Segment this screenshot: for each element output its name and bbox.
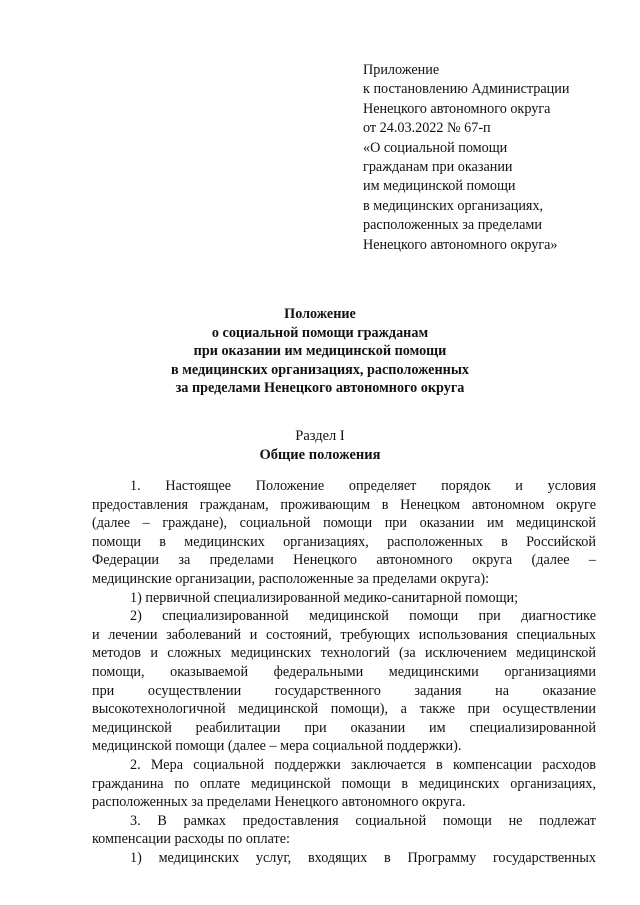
appendix-line: в медицинских организациях, — [363, 197, 544, 214]
paragraph-line: 1) первичной специализированной медико-санитарной помощи; — [130, 589, 519, 606]
paragraph-line: 2. Мера социальной поддержки заключается в компенсации расходов — [130, 756, 596, 773]
paragraph-line: компенсации расходы по оплате: — [92, 831, 290, 848]
title-line: Положение — [284, 306, 356, 322]
appendix-line: им медицинской помощи — [363, 178, 516, 195]
title-line: за пределами Ненецкого автономного округа — [175, 380, 465, 396]
paragraph-line: медицинской реабилитации при оказании им специализированной — [92, 719, 596, 736]
paragraph-line: и лечении заболеваний и состояний, требующих использования специальных — [92, 626, 596, 643]
paragraph-line: предоставления гражданам, проживающим в Ненецком автономном округе — [92, 496, 596, 513]
paragraph-line: высокотехнологичной медицинской помощи), а также при осуществлении — [92, 701, 596, 718]
section-heading — [0, 427, 640, 465]
paragraph-line: гражданина по оплате медицинской помощи в медицинских организациях, — [92, 775, 596, 792]
paragraph-line: (далее – граждане), социальной помощи при оказании им медицинской — [92, 515, 596, 532]
appendix-line: Ненецкого автономного округа — [363, 100, 551, 117]
document-title — [0, 305, 640, 398]
appendix-line: расположенных за пределами — [363, 217, 542, 234]
paragraph-line: медицинской помощи (далее – мера социальной поддержки). — [92, 738, 462, 755]
title-line: при оказании им медицинской помощи — [193, 343, 447, 359]
paragraph-line: расположенных за пределами Ненецкого автономного округа. — [92, 794, 466, 811]
section-name: Общие положения — [259, 447, 381, 463]
paragraph-line: 2) специализированной медицинской помощи при диагностике — [130, 608, 596, 625]
appendix-line: от 24.03.2022 № 67-п — [363, 120, 491, 137]
appendix-line: Приложение — [363, 62, 440, 78]
appendix-header — [363, 61, 613, 255]
paragraph-line: помощи в медицинских организациях, расположенных в Российской — [92, 533, 596, 550]
paragraph-line: Федерации за пределами Ненецкого автономного округа (далее – — [92, 552, 596, 569]
document-body — [92, 477, 596, 867]
paragraph-line: 1. Настоящее Положение определяет порядок и условия — [130, 478, 596, 494]
paragraph-line: медицинские организации, расположенные за пределами округа): — [92, 570, 490, 587]
appendix-line: «О социальной помощи — [363, 139, 508, 156]
paragraph-line: при осуществлении государственного задания на оказание — [92, 682, 596, 699]
paragraph-line: методов и сложных медицинских технологий (за исключением медицинской — [92, 645, 596, 662]
title-line: в медицинских организациях, расположенных — [171, 361, 469, 378]
title-line: о социальной помощи гражданам — [211, 324, 429, 341]
appendix-line: к постановлению Администрации — [363, 81, 570, 98]
paragraph-line: помощи, оказываемой федеральными медицинскими организациями — [92, 663, 596, 680]
paragraph-line: 1) медицинских услуг, входящих в Программу государственных — [130, 849, 596, 866]
paragraph-line: 3. В рамках предоставления социальной помощи не подлежат — [130, 812, 596, 829]
appendix-line: гражданам при оказании — [363, 159, 513, 176]
section-number: Раздел I — [295, 428, 345, 444]
appendix-line: Ненецкого автономного округа» — [363, 236, 558, 253]
